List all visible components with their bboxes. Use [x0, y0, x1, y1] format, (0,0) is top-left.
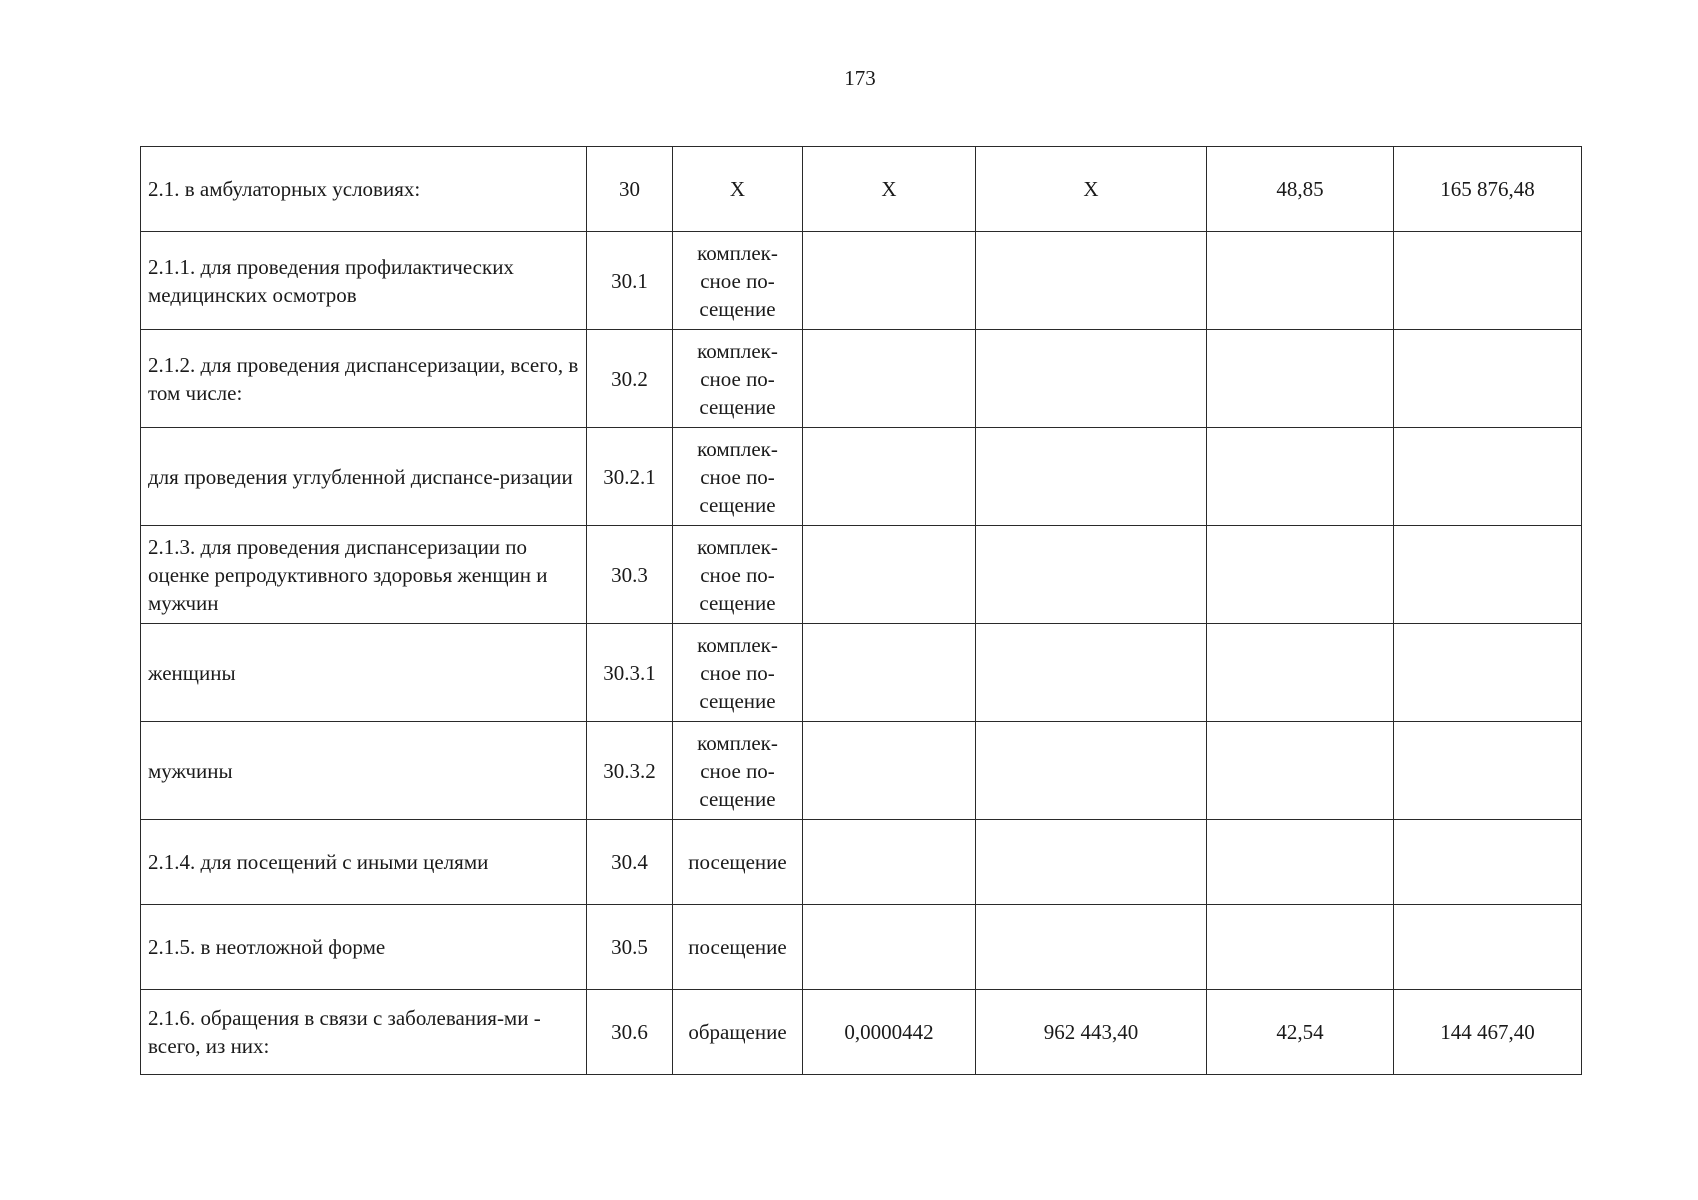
row-value-4: [1394, 428, 1582, 526]
row-value-3: [1207, 232, 1394, 330]
row-value-2: [976, 232, 1207, 330]
row-name: 2.1. в амбулаторных условиях:: [141, 147, 587, 232]
row-value-4: [1394, 330, 1582, 428]
row-value-2: [976, 526, 1207, 624]
row-number: 30.6: [587, 990, 673, 1075]
row-unit-line: комплек-: [697, 632, 778, 657]
table-row: [141, 820, 1582, 905]
row-value-1: [803, 722, 976, 820]
row-number: 30.2: [587, 330, 673, 428]
row-value-1: [803, 624, 976, 722]
row-value-3: [1207, 526, 1394, 624]
row-unit: [673, 722, 803, 820]
row-value-3: [1207, 905, 1394, 990]
row-unit-line: сное по-: [700, 758, 775, 783]
row-value-2: [976, 820, 1207, 905]
row-unit-line: сное по-: [700, 366, 775, 391]
row-unit-line: посещение: [688, 850, 787, 874]
row-number: 30.1: [587, 232, 673, 330]
row-unit-line: сещение: [699, 590, 776, 615]
row-unit-line: X: [729, 177, 746, 201]
row-number: 30.3.1: [587, 624, 673, 722]
row-value-3: [1207, 428, 1394, 526]
row-name: 2.1.2. для проведения диспансеризации, всего, в том числе:: [141, 330, 587, 428]
data-table: [140, 146, 1582, 1075]
row-value-2: [976, 905, 1207, 990]
row-unit-line: сное по-: [700, 268, 775, 293]
row-value-3: 42,54: [1207, 990, 1394, 1075]
row-value-3: [1207, 820, 1394, 905]
row-unit: [673, 428, 803, 526]
table-row: [141, 526, 1582, 624]
row-unit-line: сещение: [699, 394, 776, 419]
row-number: 30.5: [587, 905, 673, 990]
row-value-1: [803, 820, 976, 905]
row-name: 2.1.5. в неотложной форме: [141, 905, 587, 990]
row-unit-line: сное по-: [700, 660, 775, 685]
row-value-4: 144 467,40: [1394, 990, 1582, 1075]
row-value-4: [1394, 722, 1582, 820]
row-unit-line: посещение: [688, 935, 787, 959]
row-name: для проведения углубленной диспансе-ризации: [141, 428, 587, 526]
row-value-2: 962 443,40: [976, 990, 1207, 1075]
table-row: [141, 330, 1582, 428]
row-value-4: [1394, 232, 1582, 330]
table-row: [141, 232, 1582, 330]
row-value-4: [1394, 526, 1582, 624]
row-value-3: 48,85: [1207, 147, 1394, 232]
row-unit-line: комплек-: [697, 534, 778, 559]
row-unit: [673, 990, 803, 1075]
row-name: женщины: [141, 624, 587, 722]
row-value-4: [1394, 624, 1582, 722]
row-value-3: [1207, 722, 1394, 820]
row-name: 2.1.3. для проведения диспансеризации по оценке репродуктивного здоровья женщин и мужчин: [141, 526, 587, 624]
row-value-1: [803, 232, 976, 330]
row-unit-line: комплек-: [697, 730, 778, 755]
table-body: [141, 147, 1582, 1075]
page-number: 173: [844, 66, 876, 90]
table-row: [141, 624, 1582, 722]
row-value-1: [803, 526, 976, 624]
row-number: 30.3.2: [587, 722, 673, 820]
row-unit-line: сещение: [699, 786, 776, 811]
row-name: мужчины: [141, 722, 587, 820]
row-value-2: X: [976, 147, 1207, 232]
row-name: 2.1.4. для посещений с иными целями: [141, 820, 587, 905]
table-row: [141, 905, 1582, 990]
table-row: [141, 428, 1582, 526]
row-number: 30: [587, 147, 673, 232]
row-value-2: [976, 330, 1207, 428]
row-unit-line: сещение: [699, 688, 776, 713]
row-value-1: X: [803, 147, 976, 232]
row-name: 2.1.6. обращения в связи с заболевания-ми - всего, из них:: [141, 990, 587, 1075]
row-unit-line: сное по-: [700, 562, 775, 587]
table-row: [141, 722, 1582, 820]
row-value-4: 165 876,48: [1394, 147, 1582, 232]
table-row: [141, 147, 1582, 232]
row-value-2: [976, 624, 1207, 722]
table-row: [141, 990, 1582, 1075]
row-unit-line: комплек-: [697, 240, 778, 265]
row-value-1: [803, 330, 976, 428]
row-unit-line: сещение: [699, 296, 776, 321]
row-unit: [673, 624, 803, 722]
row-name: 2.1.1. для проведения профилактических медицинских осмотров: [141, 232, 587, 330]
row-unit: [673, 147, 803, 232]
row-unit-line: обращение: [688, 1020, 787, 1044]
row-number: 30.4: [587, 820, 673, 905]
row-number: 30.2.1: [587, 428, 673, 526]
row-unit: [673, 330, 803, 428]
row-value-3: [1207, 624, 1394, 722]
row-unit: [673, 526, 803, 624]
row-value-1: [803, 905, 976, 990]
row-unit-line: комплек-: [697, 436, 778, 461]
row-value-3: [1207, 330, 1394, 428]
row-value-1: [803, 428, 976, 526]
row-unit-line: комплек-: [697, 338, 778, 363]
row-number: 30.3: [587, 526, 673, 624]
row-unit: [673, 232, 803, 330]
row-unit: [673, 820, 803, 905]
row-unit: [673, 905, 803, 990]
row-value-2: [976, 428, 1207, 526]
row-value-1: 0,0000442: [803, 990, 976, 1075]
row-value-4: [1394, 820, 1582, 905]
row-value-4: [1394, 905, 1582, 990]
row-value-2: [976, 722, 1207, 820]
row-unit-line: сещение: [699, 492, 776, 517]
row-unit-line: сное по-: [700, 464, 775, 489]
